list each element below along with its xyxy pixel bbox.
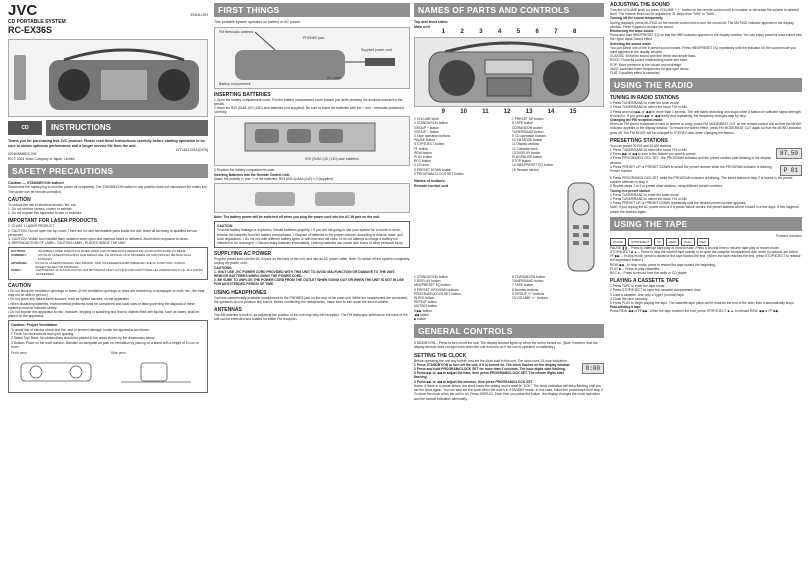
remote-battery-figure bbox=[214, 183, 410, 213]
muting-text: During playback, press MUTING on the remote control unit to turn the sound off. The MUTING indicator appears in the display window. Press it again to restore the sound. bbox=[610, 20, 794, 29]
muting-heading: Turning off the sound temporarily bbox=[610, 16, 663, 21]
laser-item: 1. CLASS 1 LASER PRODUCT bbox=[8, 224, 55, 229]
clock-notes: Notes: If there is a power failure, the clock loses the setting and is reset to "0:00." The clock indication will keep flashing until you set the clock again. You can also set the clock when the unit is in STANDBY mode. In this case, follow the procedures from step 2. bbox=[414, 383, 604, 393]
label-text: USYNLIG LASERSTRÅLING VED ÅBNING, NÅR SIKKERHEDSAFBRYDERE ER UDE AF FUNKTION. UNDGÅ UDSÆTTELSE FOR STRÅLING. bbox=[34, 260, 185, 269]
column-1 bbox=[8, 0, 208, 572]
batteries-label: R20 (SUM-1)/D (13D)-size batteries bbox=[305, 157, 359, 162]
callout-number: 13 bbox=[525, 109, 533, 116]
general-header: GENERAL CONTROLS bbox=[414, 324, 604, 338]
tape-desc: REC ● – Press to record from the radio or CD player. bbox=[610, 270, 688, 275]
remote-label: 6 CD/RANDOM button bbox=[512, 275, 546, 280]
battery-step: 3 Replace the battery compartment cover. bbox=[214, 168, 276, 173]
label-text: OSYNLIG LASERSTRÅLNING NÄR DENNA DEL ÄR ÖPPNAD OCH SPÄRREN ÄR URKOPPLAD. BETRAKTA EJ STRÅLEN. bbox=[37, 253, 191, 262]
preset-step: 4 Press PRESET UP or PRESET DOWN to select the preset number while the PROGRAM indicator is blinking. bbox=[610, 164, 773, 169]
callout-number: 9 bbox=[441, 109, 445, 116]
batteries-heading: INSERTING BATTERIES bbox=[214, 91, 271, 98]
laser-label bbox=[8, 247, 208, 280]
product-illustration bbox=[8, 39, 208, 117]
tape-button-play: PLAY bbox=[681, 238, 694, 246]
part-label: 12 Cassette deck bbox=[512, 146, 538, 151]
callout-number: 8 bbox=[572, 29, 577, 36]
clock-intro: Before operating the unit any further, first set the clock built in this unit. The clock uses 24-hour indication. bbox=[414, 358, 568, 363]
callout-number: 2 bbox=[460, 29, 464, 36]
tape-desc: REW ◀◀ – In stop mode, press to rewind the tape toward the beginning. bbox=[610, 262, 716, 267]
sound-mode-item: JAZZ: Accented lower frequencies for jazz-type music. bbox=[610, 66, 690, 71]
instructions-title: INSTRUCTIONS bbox=[46, 120, 208, 136]
part-label: STOP button bbox=[512, 159, 531, 164]
remote-control-icon bbox=[558, 181, 604, 273]
battery-caution-box bbox=[214, 221, 410, 248]
ac-power-heading: SUPPLYING AC POWER bbox=[214, 251, 272, 258]
label-lang: VARNING!: bbox=[11, 253, 27, 258]
remote-subheading: Remote control unit bbox=[414, 183, 448, 188]
remote-label: PROGRAM/CLOCK SET button bbox=[414, 291, 461, 296]
cautions-item: 2. BE SURE TO UNPLUG THE POWER CORD FROM THE OUTLET WHEN GOING OUT OR WHEN THE UNIT IS NOT IN USE FOR AN EXTENDED PERIOD OF TIME. bbox=[214, 278, 404, 287]
clock-step: 3 Press ▶▶ or ◀◀ to adjust the hour, then press PROGRAM/CLOCK SET. The minute digits start flashing. bbox=[414, 371, 564, 380]
label-lang: CAUTION: bbox=[11, 249, 26, 254]
standby-text: Disconnect the mains plug to shut the power off completely. The STANDBY/ON switch in any position does not disconnect the mains line. The power can be remote controlled. bbox=[8, 185, 208, 194]
caution-intro: To reduce the risk of electrical shocks, fire, etc.: bbox=[8, 202, 78, 207]
battery-caution-heading: CAUTION: bbox=[217, 224, 234, 229]
sound-mode-item: CLASSIC: Enriched sound with fine treble and ample bass. bbox=[610, 54, 697, 59]
caution-heading: CAUTION bbox=[8, 196, 31, 203]
remote-label: 3 PRESET UP/DOWN buttons bbox=[414, 287, 459, 292]
radio-header: USING THE RADIO bbox=[610, 78, 802, 92]
remote-figure bbox=[558, 181, 604, 273]
battery-note: Note: The battery power will be switched off when you plug the power cord into the AC IN jack on the unit. bbox=[214, 215, 381, 220]
callout-number: 1 bbox=[441, 29, 446, 36]
power-cord-label: Supplied power cord bbox=[361, 47, 392, 52]
remote-label: MUTING button bbox=[414, 304, 438, 309]
cassette-step: 4 Close the door securely. bbox=[610, 296, 649, 301]
cd-logo: CD bbox=[8, 121, 42, 135]
part-label: 15 Remote sensor bbox=[512, 167, 539, 172]
sound-mode-item: ROCK: Powerful sound emphasizing treble and bass. bbox=[610, 58, 688, 63]
callout-number: 7 bbox=[554, 29, 558, 36]
cautions-item: 1. ONLY USE JVC POWER CORD PROVIDED WITH THIS UNIT TO AVOID MALFUNCTION OR DAMAGE TO THE UNIT. REMOVE BATTERIES WHEN USING THE POWER CORD. bbox=[214, 269, 396, 279]
tuning-heading: TUNING IN RADIO STATIONS bbox=[610, 95, 679, 102]
remote-label: ◀◀ button bbox=[414, 312, 430, 317]
tape-button-stop-eject: STOP/EJECT bbox=[628, 238, 652, 246]
tape-button-rec: REC bbox=[697, 238, 709, 246]
part-label: 9 CD operation buttons bbox=[512, 134, 546, 138]
first-things-header: FIRST THINGS bbox=[214, 3, 410, 17]
front-view-diagram bbox=[11, 355, 101, 385]
part-label: REC button bbox=[414, 159, 432, 164]
callout-number: 5 bbox=[516, 29, 521, 36]
laser-heading: IMPORTANT FOR LASER PRODUCTS bbox=[8, 218, 98, 225]
parts-header: NAMES OF PARTS AND CONTROLS bbox=[414, 3, 604, 17]
footer-copyright: EN © 2004 Victor Company of Japan, Limited bbox=[8, 156, 75, 161]
clock-step: 4 Press ▶▶ or ◀◀ to adjust the minutes, then press PROGRAM/CLOCK SET. bbox=[414, 379, 534, 384]
clock-step: 2 Press and hold PROGRAM/CLOCK SET for more than 2 seconds. The hour digits start flashing. bbox=[414, 367, 566, 372]
tape-desc: PAUSE ❚❚ – Press to interrupt tape play or record mode. Press a second time to resume tape play or record mode. bbox=[610, 245, 780, 250]
part-label: 5 PRESET DOWN button bbox=[414, 167, 452, 172]
callout-number: 10 bbox=[460, 109, 467, 116]
ventilation-heading: Caution: Proper Ventilation bbox=[11, 323, 58, 328]
model-number: RC-EX36S bbox=[8, 25, 53, 35]
sound-mode-text: You can select one of the 5 preset sound modes. Press HBS/PRESET EQ repeatedly until the indicator for the sound mode you want appears in the display window. bbox=[610, 45, 796, 55]
tuning-step: 1 Press TUNER/BAND to enter the tuner mode. bbox=[610, 101, 680, 106]
boombox-icon bbox=[9, 40, 207, 116]
caution2-item: • Do not block the ventilation openings or holes. (If the ventilation openings or holes are blocked by a newspaper or cloth, etc., the heat may not be able to get out.) bbox=[8, 289, 208, 297]
remote-label: 8 Number buttons bbox=[512, 287, 539, 292]
sound-intro: Turn the VOLUME knob (or press VOLUME + / − button on the remote control unit) to increase or decrease the volume to desired level. The volume level can be adjusted in 31 steps from "MIN" to "MAX." bbox=[610, 8, 799, 17]
front-view-label: Front view bbox=[11, 351, 27, 356]
label-lang: ADVARSEL: bbox=[11, 260, 29, 265]
cassette-step: 1 Press TAPE to enter the tape mode. bbox=[610, 284, 666, 289]
frequency-display: 87.50 bbox=[776, 148, 802, 159]
remote-label: 10 VOLUME +/− buttons bbox=[512, 296, 548, 301]
tape-desc: FF ▶▶ – In stop mode, press to advance the tape toward the end. (When the tape reaches the end, press STOP/EJECT to release the depressed button.) bbox=[610, 254, 801, 263]
tuning-step: 3 Press and hold ▶▶ or ◀◀ for more than 1 second. The unit starts searching and stops when a station of sufficient signal strength is tuned in. If you press ▶▶ or ◀◀ briefly and repeatedly, the frequency changes step by step. bbox=[610, 109, 801, 118]
caution2-item: • Do not place any naked flame sources, such as lighted candles, on the apparatus. bbox=[8, 297, 208, 301]
tune-preset-step: 1 Press TUNER/BAND to enter the tuner mode. bbox=[610, 192, 680, 197]
clock-display: 0:00 bbox=[582, 363, 604, 374]
antennas-heading: ANTENNAS bbox=[214, 307, 242, 314]
laser-item: 3. CAUTION: Visible and invisible laser radiation when open and interlock failed or defeated. Avoid direct exposure to beam. bbox=[8, 237, 189, 242]
tape-button-rew: REW bbox=[666, 238, 679, 246]
general-intro: STANDBY/ON – Press to turn on/off the unit. The display window lights up when the unit is turned on. (Note, however, that the display window does not light even when the unit is turned on if the unit is operated on batteries.) bbox=[414, 341, 598, 350]
hbs-text: Press and hold HBS/PRESET EQ so that the HBS indicator appears in the display window. You can enjoy powerful bass sound with the Hyper Bass Sound effect. bbox=[610, 33, 802, 42]
preset-step: 3 Press PROGRAM/CLOCK SET. The PROGRAM indicator and the preset number start blinking in the display window. bbox=[610, 156, 771, 165]
main-unit-label: Main unit bbox=[414, 24, 430, 29]
label-text: INVISIBLE LASER RADIATION WHEN OPEN AND INTERLOCKS DEFEATED. AVOID EXPOSURE TO BEAM. bbox=[38, 249, 187, 254]
part-label: 10 FM MODE button bbox=[512, 138, 543, 143]
label-lang: VARO!: bbox=[11, 268, 22, 273]
preset-step: 2 Press ▶▶ or ◀◀ to tune in the station you want to preset. bbox=[610, 152, 697, 157]
part-label: 4 CD door bbox=[414, 163, 430, 168]
forward-direction-label: Forward direction bbox=[775, 233, 802, 238]
remote-batteries-text: Match the polarity (+ and −) of the batteries: R03 (UM-4)/AAA (24F) x 2 (supplied) bbox=[214, 176, 333, 181]
battery-caution-text: To avoid battery leakage or explosion, handle batteries properly. • If you are not going to use your system for a month or more, remove the batteries from the battery compartment. • Dispose of batteries in the proper manner, according to federal, state, and local regulations. • Do not mix with different battery types or with new and old ones, or do not attempt to charge a battery not intended to be recharged. • Discard leaky batteries immediately. Leaking batteries can cause skin burns or other personal injury. bbox=[217, 228, 404, 246]
remote-label: 9 GROUP +/− buttons bbox=[512, 291, 545, 296]
column-3 bbox=[414, 0, 604, 572]
remote-label: 2 DISPLAY button bbox=[414, 279, 441, 284]
sound-mode-item: POP: More presence in the vocals and midrange. bbox=[610, 62, 683, 67]
main-unit-figure bbox=[414, 37, 604, 107]
ventilation-item: 1 Front: No obstructions and open spacing. bbox=[11, 332, 75, 337]
battery-step: 1 Open the battery compartment cover. Pull the battery compartment cover toward you while pressing the sections marked by the arrows. bbox=[214, 97, 403, 106]
rear-view-figure bbox=[214, 27, 410, 89]
sound-mode-heading: Selecting the sound mode bbox=[610, 41, 652, 46]
label-text: AVATTAESSA JA SUOJALUKITUS OHITETTAESSA OLET ALTTIINA NÄKYMÄTTÖMÄLLE LASERSÄTEILYLLE. ÄLÄ KATSO SÄTEESEEN. bbox=[35, 268, 203, 277]
remote-label: REPEAT button bbox=[414, 300, 437, 305]
battery-compartment-label: Battery compartment bbox=[219, 81, 251, 86]
part-label: PLAY button bbox=[414, 155, 433, 160]
ventilation-box bbox=[8, 320, 208, 393]
part-label: GROUP − button bbox=[414, 129, 439, 134]
callout-number: 6 bbox=[535, 29, 539, 36]
remote-label: INTRO button bbox=[414, 296, 435, 301]
callout-number: 4 bbox=[497, 29, 502, 36]
part-label: CD/RANDOM button bbox=[512, 125, 543, 130]
top-front-label: Top and front sides: bbox=[414, 20, 449, 24]
show-clock-text: To show the clock when the unit is on, Press DISPLAY. Each time you press the button, the display changes the clock indication and the normal indication alternately. bbox=[414, 392, 600, 401]
part-label: PAUSE button bbox=[414, 138, 436, 143]
remote-battery-diagram bbox=[215, 184, 409, 212]
part-label: PLAY/PAUSE button bbox=[512, 155, 543, 160]
standby-caution: Caution — STANDBY/ON switch! bbox=[8, 180, 64, 185]
ventilation-text: To avoid risk of electric shock and fire, and to prevent damage, locate the apparatus as follows: bbox=[11, 328, 150, 333]
part-label: REW button bbox=[414, 150, 432, 155]
brand-logo: JVC bbox=[8, 2, 38, 19]
remote-heading: Names of buttons: bbox=[414, 179, 446, 184]
battery-step: 2 Insert six R20 (SUM-1)/D (13D)-size batteries (not supplied). Be sure to insert the batteries with the + and − terminals positioned correctly. bbox=[214, 106, 404, 115]
first-things-intro: This portable system operates on battery or AC power. bbox=[214, 20, 301, 24]
cassette-step: 3 Load a cassette. Use only a Type I (normal) tape. bbox=[610, 292, 685, 297]
preset-heading: PRESETTING STATIONS bbox=[610, 137, 668, 144]
clock-step: 1 Press STANDBY/ON to turn off the unit, if it is turned on. The clock flashes on the display window. bbox=[414, 362, 571, 367]
tape-buttons-figure bbox=[610, 238, 802, 246]
part-label: 11 Display window bbox=[512, 142, 540, 147]
part-label: GROUP + button bbox=[414, 125, 439, 130]
preset-intro: You can preset 20 FM and 10 AM stations. bbox=[610, 143, 673, 148]
sound-mode-item: FLAT: Equalizer effect is canceled. bbox=[610, 71, 661, 76]
cautions-heading: CAUTIONS: bbox=[214, 265, 233, 270]
laser-item: 4. REPRODUCTION OF LABEL: CAUTION LABEL, PLACED INSIDE THE UNIT. bbox=[8, 241, 127, 246]
clock-heading: SETTING THE CLOCK bbox=[414, 352, 467, 359]
intro-text: Thank you for purchasing this JVC product. Please read these instructions carefully before starting operation to be sure to obtain optimum performance and a longer service life from the unit. bbox=[8, 139, 205, 148]
preset-display: P 01 bbox=[780, 165, 802, 176]
ventilation-item: 3 Bottom: Place on the level surface. Maintain an adequate air path for ventilation by placing on a stand with a height of 10 cm or more. bbox=[11, 340, 199, 349]
tape-desc: STOP/EJECT ■ ▲ – Press to stop the current tape activity or to open the cassette compartment door when no buttons are active. bbox=[610, 249, 799, 254]
remote-batteries-heading: Inserting Batteries into the Remote Control Unit: bbox=[214, 172, 290, 177]
column-2 bbox=[214, 0, 410, 572]
language-label: ENGLISH bbox=[190, 12, 208, 17]
tune-preset-heading: Tuning in a preset station bbox=[610, 188, 650, 193]
part-label: 3 Tape operation buttons bbox=[414, 134, 451, 138]
safety-header: SAFETY PRECAUTIONS bbox=[8, 164, 208, 178]
preset-number-label: Preset number bbox=[610, 169, 633, 174]
preset-step: 6 Repeat steps 1 to 5 to preset other stations, using different preset numbers. bbox=[610, 184, 724, 189]
part-label: 2 STANDBY/ON button bbox=[414, 121, 449, 126]
callout-number: 15 bbox=[569, 109, 577, 116]
remote-label: 7 TAPE button bbox=[512, 283, 534, 288]
part-label: 7 PRESET UP button bbox=[512, 117, 544, 122]
part-label: 13 DISPLAY button bbox=[512, 150, 541, 155]
callout-number: 3 bbox=[479, 29, 483, 36]
remote-label: TUNER/BAND button bbox=[512, 279, 544, 284]
side-view-diagram bbox=[111, 355, 201, 385]
tape-header: USING THE TAPE bbox=[610, 217, 802, 231]
cassette-step: 2 Press STOP/EJECT to open the cassette compartment door. bbox=[610, 288, 702, 293]
ff-text: Press REW ◀◀ or FF ▶▶. When the tape reaches the end, press STOP/EJECT ■ ▲ to release REW ◀◀ or FF ▶▶. bbox=[610, 309, 780, 314]
fm-mode-heading: Changing the FM reception mode bbox=[610, 118, 663, 123]
phones-jack-label: PHONES jack bbox=[303, 35, 325, 40]
caution2-item: • When discarding batteries, environmental problems must be considered and local rules or laws governing the disposal of these batteries must be followed strictly. bbox=[8, 302, 208, 310]
caution-item: 2. Do not expose this appliance to rain or moisture. bbox=[8, 211, 83, 216]
tune-preset-step: 2 Press TUNER/BAND to select the band, FM or AM. bbox=[610, 196, 688, 201]
sound-heading: ADJUSTING THE SOUND bbox=[610, 2, 670, 8]
part-label: 6 PROGRAM/CLOCK SET button bbox=[414, 171, 464, 176]
part-label: 1 VOLUME knob bbox=[414, 117, 439, 122]
antennas-text: The AM antenna is built in, so adjusting the position of the unit may help AM reception. The FM telescopic antenna on the back of the unit can be extended and rotated for better FM reception. bbox=[214, 313, 408, 322]
part-number: LVT1463-001A [E/EN] bbox=[175, 148, 208, 153]
battery-figure bbox=[214, 116, 410, 166]
remote-label: 1 STANDBY/ON button bbox=[414, 275, 449, 280]
tape-desc: PLAY ▶ – Press to play cassettes. bbox=[610, 266, 661, 271]
tape-button-ff: FF bbox=[654, 238, 664, 246]
radio-note: Note: If you unplug the AC power cord or if a power failure occurs, the preset stations will be erased in a few days. If this happens, preset the stations again. bbox=[610, 205, 800, 214]
tuning-step: 2 Press TUNER/BAND to select the band, FM or AM. bbox=[610, 105, 688, 110]
footer-code: 0204NSMMDCJVN bbox=[8, 152, 37, 157]
main-unit-diagram bbox=[415, 38, 603, 106]
laser-item: 2. CAUTION: Do not open the top cover. There are no user serviceable parts inside the unit; leave all servicing to qualified service personnel. bbox=[8, 228, 198, 237]
part-label: 14 HBS/PRESET EQ button bbox=[512, 163, 554, 168]
part-label: 8 TAPE button bbox=[512, 121, 534, 126]
side-view-label: Side view bbox=[111, 351, 126, 356]
callout-number: 14 bbox=[547, 109, 555, 116]
headphones-heading: USING HEADPHONES bbox=[214, 289, 267, 296]
callout-number: 12 bbox=[503, 109, 511, 116]
tune-preset-step: 3 Press PRESET UP or PRESET DOWN repeatedly until the desired preset number appears. bbox=[610, 201, 747, 206]
part-label: STOP/EJECT button bbox=[414, 142, 445, 147]
cassette-heading: PLAYING A CASSETTE TAPE bbox=[610, 278, 679, 285]
fm-antenna-label: FM telescopic antenna bbox=[219, 29, 254, 34]
ac-outlet-label: AC outlet bbox=[327, 75, 341, 80]
remote-label: ■ button bbox=[414, 317, 427, 322]
column-4 bbox=[610, 0, 802, 572]
part-label: TUNER/BAND button bbox=[512, 129, 544, 134]
cassette-step: 5 Press PLAY to begin playing the tape. The cassette tape plays until it reaches the end of the side, then it automatically stops. bbox=[610, 300, 795, 305]
preset-step: 5 Press PROGRAM/CLOCK SET while the PROGRAM indicator is blinking. The tuned station in step 2 is stored in the preset number selected in step 4. bbox=[610, 175, 793, 185]
caution2-item: • Do not expose this apparatus to rain, moisture, dripping or splashing and that no objects filled with liquids, such as vases, shall be placed on the apparatus. bbox=[8, 310, 208, 318]
tape-button-pause: PAUSE bbox=[610, 238, 626, 246]
part-label: FF button bbox=[414, 146, 429, 151]
caution2-heading: CAUTION bbox=[8, 283, 31, 289]
hbs-heading: Reinforcing the bass sound bbox=[610, 29, 654, 34]
remote-label: 5 ▶▶ button bbox=[414, 308, 432, 313]
caution-item: 1. Do not remove screws, covers or cabinet. bbox=[8, 207, 73, 211]
remote-label: HBS/PRESET EQ button bbox=[414, 283, 451, 288]
ventilation-item: 2 Sides/ Top/ Back: No obstructions should be placed in the areas shown by the dimensions below. bbox=[11, 336, 156, 341]
callout-number: 11 bbox=[482, 109, 489, 116]
headphones-text: Connect commercially available headphones to the PHONES jack on the rear of the main unit. While the headphones are connected, the speakers do not produce any sound. Before connecting the headphones, make sure to turn down the sound volume. bbox=[214, 295, 408, 304]
ff-heading: Fast-winding a tape bbox=[610, 305, 641, 310]
ac-power-text: Plug the power cord into the AC IN jack on the back of the unit, and into an AC power outlet. Note: To switch off the system completely, unplug the power cord. bbox=[214, 257, 410, 266]
preset-step: 1 Press TUNER/BAND to select the band, FM or AM. bbox=[610, 148, 688, 153]
product-name: CD PORTABLE SYSTEM bbox=[8, 19, 66, 25]
fm-mode-text: When an FM stereo broadcast is hard to receive or noisy, press FM MODE/BEAT CUT on the remote control unit so that the MONO indicator appears in the display window. To restore the stereo effect, press FM MODE/BEAT CUT again so that the MONO indicator goes off. The FM MODE will be changed to STEREO also when changing the station. bbox=[610, 122, 802, 135]
